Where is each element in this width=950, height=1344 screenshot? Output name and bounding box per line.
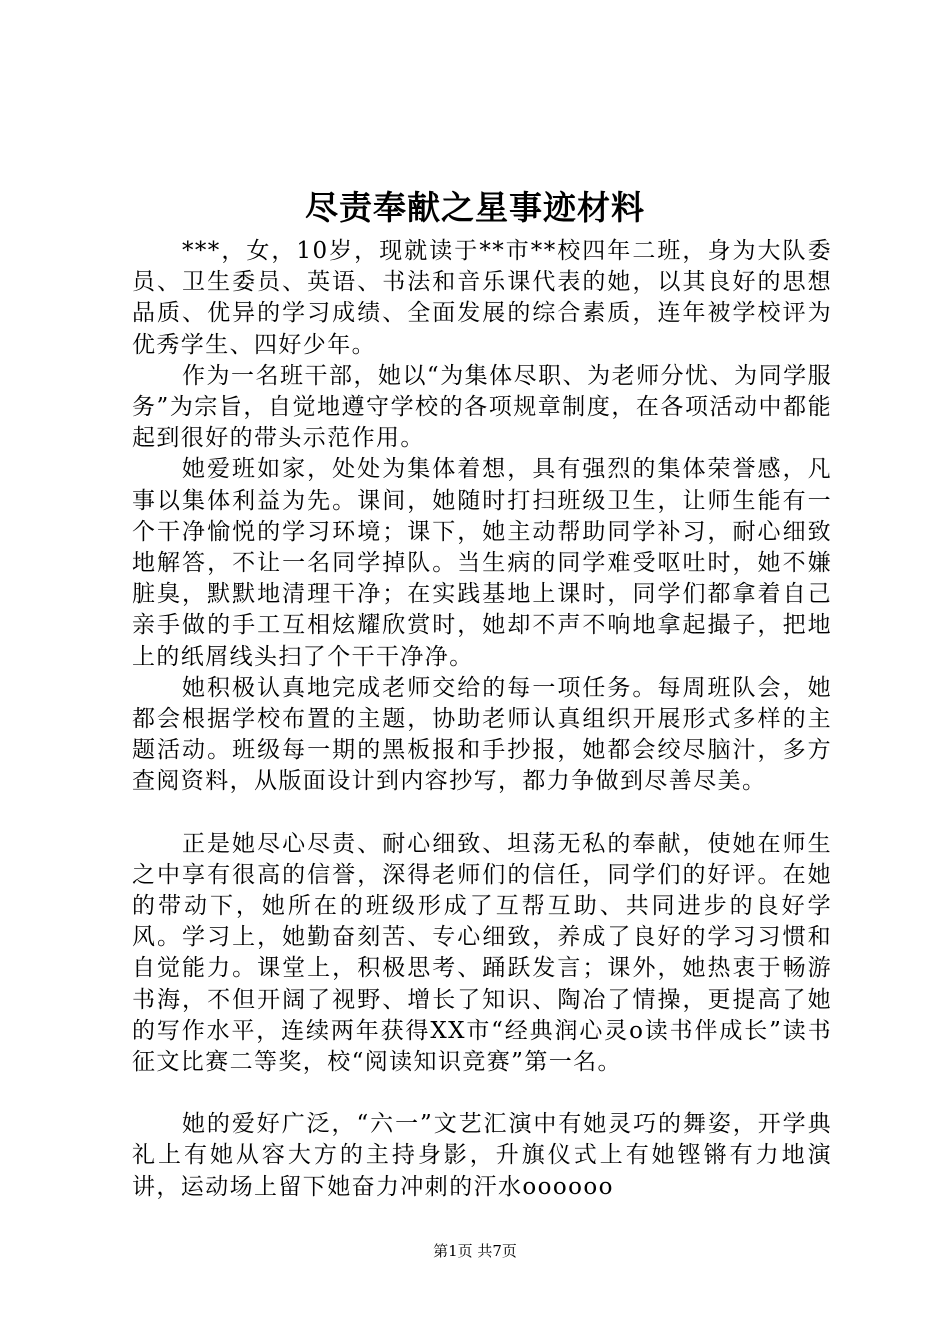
paragraph-collective: 她爱班如家，处处为集体着想，具有强烈的集体荣誉感，凡事以集体利益为先。课间，她随时打扫班级卫生，让师生能有一个干净愉悦的学习环境；课下，她主动帮助同学补习，耐心细致地解答，不让一名同学掉队。当生病的同学难受呕吐时，她不嫌脏臭，默默地清理干净；在实践基地上课时，同学们都拿着自己亲手做的手工互相炫耀欣赏时，她却不声不响地拿起撮子，把地上的纸屑线头扫了个干干净净。 bbox=[132, 456, 832, 670]
paragraph-dedication: 正是她尽心尽责、耐心细致、坦荡无私的奉献，使她在师生之中享有很高的信誉，深得老师们的信任，同学们的好评。在她的带动下，她所在的班级形成了互帮互助、共同进步的良好学风。学习上，她勤奋刻苦、专心细致，养成了良好的学习习惯和自觉能力。课堂上，积极思考、踊跃发言；课外，她热衷于畅游书海，不但开阔了视野、增长了知识、陶冶了情操，更提高了她的写作水平，连续两年获得XX市“经典润心灵o读书伴成长”读书征文比赛二等奖，校“阅读知识竞赛”第一名。 bbox=[132, 830, 832, 1076]
paragraph-tasks: 她积极认真地完成老师交给的每一项任务。每周班队会，她都会根据学校布置的主题，协助老师认真组织开展形式多样的主题活动。班级每一期的黑板报和手抄报，她都会绞尽脑汁，多方查阅资料，从版面设计到内容抄写，都力争做到尽善尽美。 bbox=[132, 674, 832, 795]
document-body bbox=[132, 236, 832, 1203]
document-title: 尽责奉献之星事迹材料 bbox=[305, 188, 645, 227]
paragraph-hobbies: 她的爱好广泛，“六一”文艺汇演中有她灵巧的舞姿，开学典礼上有她从容大方的主持身影，升旗仪式上有她铿锵有力地演讲，运动场上留下她奋力冲刺的汗水oooooo bbox=[132, 1111, 832, 1200]
paragraph-intro: ***，女，10岁，现就读于**市**校四年二班，身为大队委员、卫生委员、英语、书法和音乐课代表的她，以其良好的思想品质、优异的学习成绩、全面发展的综合素质，连年被学校评为优秀学生、四好少年。 bbox=[132, 238, 832, 358]
paragraph-class-cadre: 作为一名班干部，她以“为集体尽职、为老师分忧、为同学服务”为宗旨，自觉地遵守学校的各项规章制度，在各项活动中都能起到很好的带头示范作用。 bbox=[132, 362, 832, 452]
page-footer: 第1页 共7页 bbox=[433, 1242, 517, 1260]
